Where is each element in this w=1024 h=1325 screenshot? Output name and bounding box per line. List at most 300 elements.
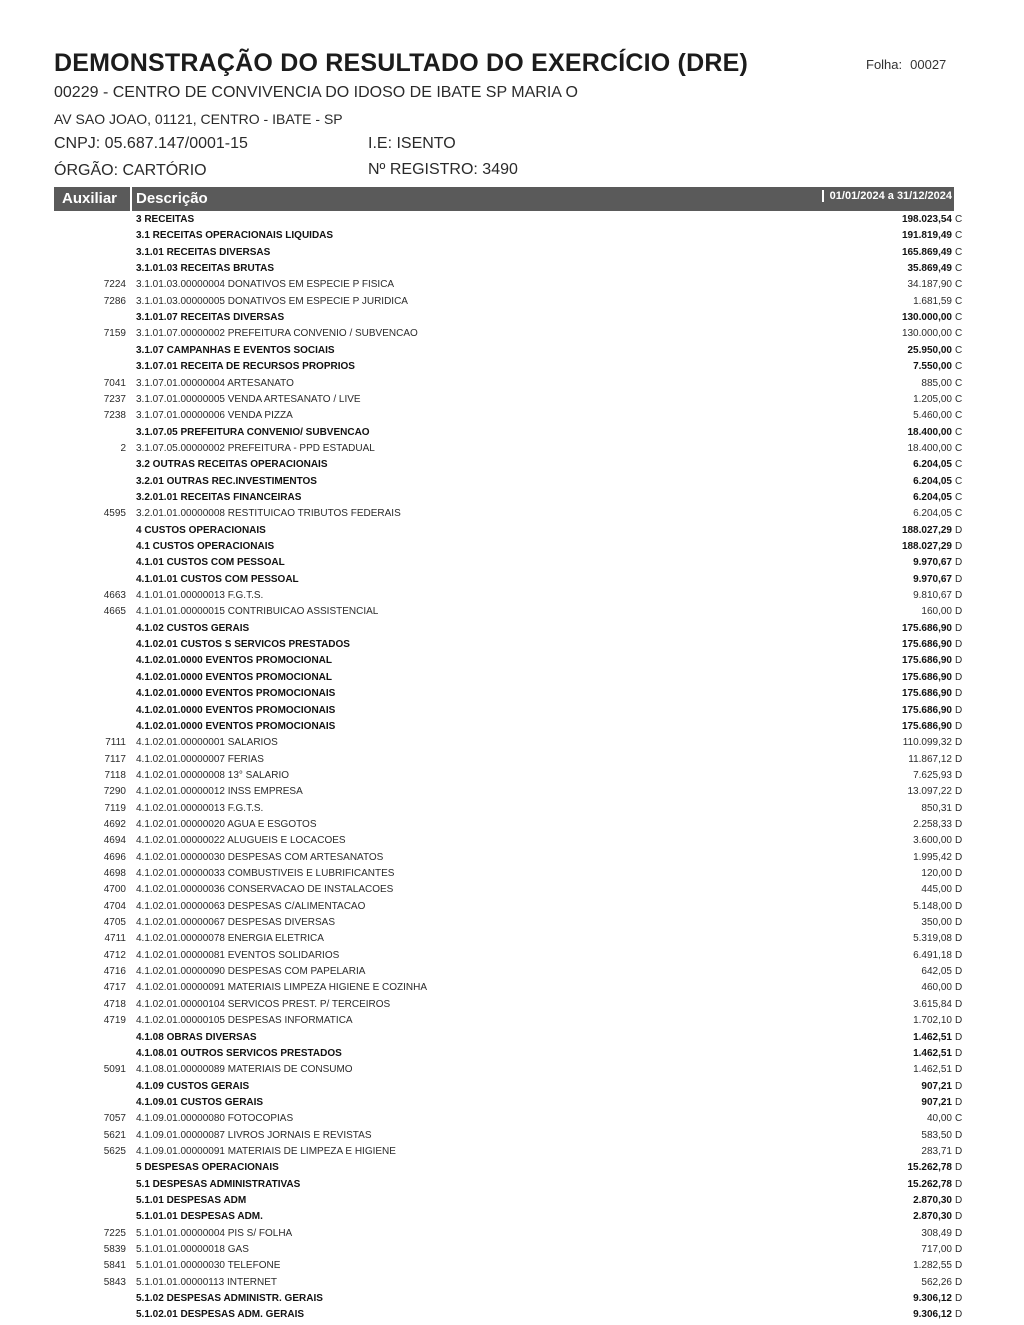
row-value: 460,00 [921,982,952,994]
table-row [0,931,1024,947]
row-auxiliar: 7041 [103,377,126,389]
table-row [0,523,1024,539]
table-row [0,1030,1024,1046]
row-value: 9.810,67 [913,590,952,602]
row-value: 6.491,18 [913,949,952,961]
row-description: 4.1.02.01.00000030 DESPESAS COM ARTESANATOS [136,851,384,863]
row-debit-credit: D [955,1260,963,1272]
row-debit-credit: C [955,442,963,454]
row-debit-credit: C [955,410,963,422]
sheet-label: Folha: [866,57,903,72]
row-description: 4.1.02.01.00000078 ENERGIA ELETRICA [136,933,324,945]
row-debit-credit: C [955,426,963,438]
row-description: 3.2.01.01.00000008 RESTITUICAO TRIBUTOS FEDERAIS [136,508,401,520]
row-debit-credit: C [955,279,963,291]
row-description: 3 RECEITAS [136,214,195,225]
table-row [0,310,1024,326]
row-debit-credit: D [955,818,963,830]
row-description: 3.1.07.05.00000002 PREFEITURA - PPD ESTADUAL [136,442,375,454]
sheet-number [866,57,946,72]
row-description: 4.1.02.01.00000104 SERVICOS PREST. P/ TERCEIROS [136,998,391,1010]
row-debit-credit: C [955,295,963,307]
table-row [0,850,1024,866]
table-row [0,1046,1024,1062]
row-debit-credit: D [955,1064,963,1076]
row-description: 4.1.01.01 CUSTOS COM PESSOAL [136,573,299,585]
row-description: 5.1.01.01.00000113 INTERNET [136,1276,278,1288]
table-row [0,899,1024,915]
row-value: 885,00 [921,377,952,389]
row-auxiliar: 4595 [103,508,126,520]
row-description: 3.1.07.05 PREFEITURA CONVENIO/ SUBVENCAO [136,426,370,438]
row-description: 5.1.01.01 DESPESAS ADM. [136,1211,263,1223]
row-value: 1.205,00 [913,393,952,405]
row-debit-credit: D [955,966,963,978]
row-debit-credit: C [955,508,963,520]
row-value: 165.869,49 [901,246,952,258]
row-auxiliar: 7057 [103,1113,126,1125]
table-row [0,1111,1024,1127]
table-row [0,408,1024,424]
row-value: 175.686,90 [901,622,952,634]
row-value: 25.950,00 [907,344,952,356]
row-auxiliar: 4665 [103,606,126,618]
row-value: 198.023,54 [901,214,952,225]
row-value: 308,49 [921,1227,952,1239]
row-auxiliar: 5621 [103,1129,126,1141]
row-debit-credit: C [955,263,963,275]
row-debit-credit: D [955,1309,963,1321]
row-value: 175.686,90 [901,704,952,716]
table-row [0,1291,1024,1307]
row-value: 6.204,05 [913,459,952,471]
row-auxiliar: 5839 [103,1244,126,1256]
row-debit-credit: D [955,900,963,912]
row-debit-credit: C [955,1113,963,1125]
row-debit-credit: D [955,541,963,552]
row-value: 18.400,00 [907,442,952,454]
row-description: 4.1.02.01 CUSTOS S SERVICOS PRESTADOS [136,639,350,651]
row-debit-credit: D [955,1244,963,1256]
row-debit-credit: C [955,328,963,340]
row-debit-credit: D [955,622,963,634]
table-row [0,1193,1024,1209]
entity-address: AV SAO JOAO, 01121, CENTRO - IBATE - SP [54,111,343,127]
row-debit-credit: D [955,835,963,847]
row-debit-credit: C [955,459,963,471]
row-description: 4.1.02.01.00000020 AGUA E ESGOTOS [136,818,317,830]
table-row [0,604,1024,620]
table-row [0,392,1024,408]
row-value: 110.099,32 [902,737,952,749]
table-row [0,948,1024,964]
table-row [0,425,1024,441]
row-auxiliar: 7225 [103,1227,126,1239]
row-description: 4.1.01 CUSTOS COM PESSOAL [136,557,285,569]
table-row [0,506,1024,522]
row-value: 9.306,12 [913,1293,952,1305]
cnpj: CNPJ: 05.687.147/0001-15 [54,135,248,152]
row-description: 4.1.02.01.00000091 MATERIAIS LIMPEZA HIGIENE E COZINHA [136,982,428,994]
row-auxiliar: 4718 [103,998,126,1010]
row-description: 4.1.02.01.00000090 DESPESAS COM PAPELARIA [136,966,366,978]
row-debit-credit: C [955,230,963,242]
row-auxiliar: 5843 [103,1276,126,1288]
row-description: 5.1.01.01.00000018 GAS [136,1244,249,1256]
table-row [0,882,1024,898]
column-divider [130,187,132,211]
row-debit-credit: D [955,1145,963,1157]
row-description: 4.1.02.01.00000033 COMBUSTIVEIS E LUBRIFICANTES [136,868,395,879]
row-debit-credit: D [955,1047,963,1059]
row-description: 5.1.01 DESPESAS ADM [136,1195,247,1206]
row-description: 4.1.02.01.0000 EVENTOS PROMOCIONAIS [136,704,336,716]
row-value: 188.027,29 [901,541,952,552]
table-row [0,1275,1024,1291]
row-value: 175.686,90 [901,671,952,683]
row-auxiliar: 5841 [103,1260,126,1272]
row-debit-credit: D [955,1195,963,1206]
table-row [0,490,1024,506]
row-value: 9.306,12 [913,1309,952,1321]
row-value: 850,31 [921,802,952,814]
row-debit-credit: D [955,688,963,700]
row-description: 3.1.01.03.00000005 DONATIVOS EM ESPECIE P JURIDICA [136,295,408,307]
row-auxiliar: 7111 [105,737,126,749]
table-row [0,228,1024,244]
table-row [0,801,1024,817]
table-row [0,245,1024,261]
row-value: 6.204,05 [913,508,952,520]
row-description: 3.1.01.07 RECEITAS DIVERSAS [136,312,285,324]
table-row [0,1079,1024,1095]
row-description: 4 CUSTOS OPERACIONAIS [136,524,266,536]
row-debit-credit: C [955,344,963,356]
row-description: 4.1.02.01.00000008 13° SALARIO [136,769,290,781]
row-debit-credit: C [955,214,963,225]
row-debit-credit: D [955,655,963,667]
table-row [0,294,1024,310]
row-description: 5.1.01.01.00000004 PIS S/ FOLHA [136,1227,293,1239]
row-auxiliar: 7117 [104,753,126,765]
row-auxiliar: 4704 [103,900,126,912]
row-description: 4.1.02.01.0000 EVENTOS PROMOCIONAIS [136,688,336,700]
row-value: 1.462,51 [913,1064,952,1076]
row-auxiliar: 5091 [103,1064,126,1076]
row-description: 3.1.01 RECEITAS DIVERSAS [136,246,271,258]
row-value: 642,05 [921,966,952,978]
row-debit-credit: C [955,312,963,324]
row-debit-credit: D [955,1227,963,1239]
row-auxiliar: 4694 [103,835,126,847]
row-value: 1.995,42 [913,851,952,863]
row-auxiliar: 4717 [103,982,126,994]
row-value: 15.262,78 [907,1178,952,1190]
table-row [0,376,1024,392]
row-value: 175.686,90 [901,688,952,700]
row-debit-credit: D [955,998,963,1010]
row-debit-credit: D [955,639,963,651]
table-row [0,1242,1024,1258]
row-debit-credit: D [955,1293,963,1305]
row-description: 4.1.02.01.00000036 CONSERVACAO DE INSTALACOES [136,884,394,896]
row-description: 3.1 RECEITAS OPERACIONAIS LIQUIDAS [136,230,334,242]
table-row [0,441,1024,457]
row-auxiliar: 4719 [103,1015,126,1027]
row-debit-credit: D [955,720,963,732]
table-row [0,686,1024,702]
row-value: 717,00 [921,1244,952,1256]
row-value: 350,00 [921,917,952,929]
row-value: 1.702,10 [913,1015,952,1027]
table-row [0,343,1024,359]
row-description: 3.1.07 CAMPANHAS E EVENTOS SOCIAIS [136,344,335,356]
row-description: 3.1.07.01 RECEITA DE RECURSOS PROPRIOS [136,361,355,373]
row-description: 4.1.09.01.00000080 FOTOCOPIAS [136,1113,294,1125]
row-debit-credit: D [955,737,963,749]
table-row [0,1209,1024,1225]
row-description: 4.1.02.01.00000007 FERIAS [136,753,264,765]
row-description: 4.1.02.01.00000001 SALARIOS [136,737,278,749]
row-value: 34.187,90 [907,279,952,291]
row-description: 5.1.02 DESPESAS ADMINISTR. GERAIS [136,1293,323,1305]
page-title: DEMONSTRAÇÃO DO RESULTADO DO EXERCÍCIO (DRE) [54,49,748,77]
row-value: 583,50 [921,1129,952,1141]
table-row [0,1062,1024,1078]
row-description: 4.1.02.01.00000063 DESPESAS C/ALIMENTACAO [136,900,366,912]
table-row [0,768,1024,784]
row-description: 4.1.01.01.00000015 CONTRIBUICAO ASSISTENCIAL [136,606,379,618]
row-debit-credit: D [955,786,963,798]
row-value: 445,00 [921,884,952,896]
row-auxiliar: 7290 [103,786,126,798]
row-value: 175.686,90 [901,720,952,732]
row-auxiliar: 4711 [104,933,126,945]
row-description: 4.1.02.01.0000 EVENTOS PROMOCIONAL [136,671,333,683]
column-header-auxiliar: Auxiliar [62,190,118,207]
row-description: 5 DESPESAS OPERACIONAIS [136,1162,279,1174]
row-value: 1.462,51 [913,1031,952,1043]
table-row [0,572,1024,588]
row-debit-credit: C [955,361,963,373]
row-description: 4.1.09 CUSTOS GERAIS [136,1080,250,1092]
row-debit-credit: D [955,933,963,945]
row-description: 4.1.02.01.00000081 EVENTOS SOLIDARIOS [136,949,340,961]
row-auxiliar: 4696 [103,851,126,863]
row-description: 4.1.09.01.00000091 MATERIAIS DE LIMPEZA E HIGIENE [136,1145,396,1157]
row-auxiliar: 4705 [103,917,126,929]
row-description: 4.1 CUSTOS OPERACIONAIS [136,541,275,552]
row-auxiliar: 7118 [104,769,126,781]
row-value: 13.097,22 [907,786,952,798]
table-row [0,474,1024,490]
row-description: 4.1.01.01.00000013 F.G.T.S. [136,590,264,602]
row-debit-credit: D [955,884,963,896]
row-auxiliar: 7119 [104,802,126,814]
row-value: 3.600,00 [913,835,952,847]
row-debit-credit: D [955,1276,963,1288]
row-auxiliar: 4712 [103,949,126,961]
row-debit-credit: D [955,1211,963,1223]
row-debit-credit: D [955,671,963,683]
table-row [0,1144,1024,1160]
row-description: 4.1.02.01.0000 EVENTOS PROMOCIONAL [136,655,333,667]
row-debit-credit: D [955,1162,963,1174]
table-row [0,1013,1024,1029]
row-value: 6.204,05 [913,475,952,487]
row-debit-credit: D [955,524,963,536]
table-row [0,637,1024,653]
row-description: 4.1.08.01 OUTROS SERVICOS PRESTADOS [136,1047,342,1059]
row-value: 907,21 [921,1096,952,1108]
column-header-period: 01/01/2024 a 31/12/2024 [822,190,952,202]
table-row [0,539,1024,555]
table-row [0,1128,1024,1144]
row-description: 4.1.02.01.00000022 ALUGUEIS E LOCACOES [136,835,346,847]
row-value: 9.970,67 [913,557,952,569]
table-row [0,980,1024,996]
row-description: 5.1 DESPESAS ADMINISTRATIVAS [136,1178,301,1190]
row-description: 3.1.07.01.00000005 VENDA ARTESANATO / LIVE [136,393,361,405]
row-debit-credit: D [955,917,963,929]
row-value: 2.258,33 [913,818,952,830]
row-description: 4.1.08 OBRAS DIVERSAS [136,1031,257,1043]
row-debit-credit: D [955,704,963,716]
row-value: 6.204,05 [913,491,952,503]
table-row [0,457,1024,473]
row-auxiliar: 7237 [103,393,126,405]
row-description: 4.1.02.01.00000013 F.G.T.S. [136,802,264,814]
table-row [0,752,1024,768]
row-debit-credit: C [955,491,963,503]
row-debit-credit: D [955,851,963,863]
table-row [0,621,1024,637]
row-description: 5.1.01.01.00000030 TELEFONE [136,1260,281,1272]
table-row [0,1258,1024,1274]
row-auxiliar: 2 [120,442,126,454]
row-value: 191.819,49 [901,230,952,242]
row-description: 4.1.02.01.00000105 DESPESAS INFORMATICA [136,1015,353,1027]
table-row [0,212,1024,228]
table-row [0,653,1024,669]
row-description: 3.1.07.01.00000004 ARTESANATO [136,377,294,389]
row-auxiliar: 4698 [103,868,126,879]
row-value: 11.867,12 [908,753,952,765]
row-description: 3.1.01.07.00000002 PREFEITURA CONVENIO / SUBVENCAO [136,328,418,340]
row-value: 5.319,08 [913,933,952,945]
row-debit-credit: D [955,949,963,961]
row-debit-credit: D [955,573,963,585]
organ: ÓRGÃO: CARTÓRIO [54,162,207,179]
row-debit-credit: D [955,1129,963,1141]
row-description: 4.1.09.01.00000087 LIVROS JORNAIS E REVISTAS [136,1129,372,1141]
row-description: 4.1.02 CUSTOS GERAIS [136,622,250,634]
row-value: 35.869,49 [907,263,952,275]
row-description: 4.1.08.01.00000089 MATERIAIS DE CONSUMO [136,1064,353,1076]
row-debit-credit: D [955,557,963,569]
table-row [0,1160,1024,1176]
table-row [0,964,1024,980]
table-row [0,1226,1024,1242]
registry-number: Nº REGISTRO: 3490 [368,161,518,178]
row-debit-credit: C [955,475,963,487]
row-value: 7.625,93 [913,769,952,781]
row-value: 3.615,84 [913,998,952,1010]
row-value: 18.400,00 [907,426,952,438]
row-debit-credit: D [955,1031,963,1043]
table-row [0,997,1024,1013]
row-debit-credit: D [955,606,963,618]
row-debit-credit: D [955,802,963,814]
row-description: 4.1.09.01 CUSTOS GERAIS [136,1096,264,1108]
row-description: 3.1.01.03.00000004 DONATIVOS EM ESPECIE P FISICA [136,279,395,291]
row-value: 120,00 [921,868,952,879]
row-value: 160,00 [921,606,952,618]
table-row [0,588,1024,604]
table-header [54,187,954,211]
row-description: 4.1.02.01.00000012 INSS EMPRESA [136,786,303,798]
entity-name: 00229 - CENTRO DE CONVIVENCIA DO IDOSO DE IBATE SP MARIA O [54,84,578,101]
table-row [0,735,1024,751]
table-row [0,555,1024,571]
table-row [0,359,1024,375]
table-row [0,670,1024,686]
row-debit-credit: C [955,246,963,258]
row-value: 5.148,00 [913,900,952,912]
column-header-descricao: Descrição [136,190,208,207]
row-auxiliar: 4700 [103,884,126,896]
row-auxiliar: 7238 [103,410,126,422]
row-description: 3.2 OUTRAS RECEITAS OPERACIONAIS [136,459,328,471]
table-row [0,784,1024,800]
row-value: 2.870,30 [913,1211,952,1223]
table-row [0,326,1024,342]
row-debit-credit: D [955,1080,963,1092]
row-auxiliar: 4716 [103,966,126,978]
row-auxiliar: 5625 [103,1145,126,1157]
row-value: 9.970,67 [913,573,952,585]
row-auxiliar: 4663 [103,590,126,602]
row-value: 15.262,78 [907,1162,952,1174]
row-value: 907,21 [921,1080,952,1092]
row-debit-credit: D [955,590,963,602]
table-row [0,915,1024,931]
row-value: 175.686,90 [901,639,952,651]
table-row [0,1307,1024,1323]
row-description: 3.1.01.03 RECEITAS BRUTAS [136,263,275,275]
row-auxiliar: 7224 [103,279,126,291]
row-auxiliar: 7159 [103,328,126,340]
row-debit-credit: D [955,982,963,994]
row-value: 40,00 [926,1113,952,1125]
row-description: 3.1.07.01.00000006 VENDA PIZZA [136,410,293,422]
row-value: 283,71 [921,1145,952,1157]
row-debit-credit: D [955,1178,963,1190]
row-description: 3.2.01.01 RECEITAS FINANCEIRAS [136,491,302,503]
row-debit-credit: D [955,1015,963,1027]
row-value: 5.460,00 [913,410,952,422]
row-value: 562,26 [921,1276,952,1288]
row-description: 4.1.02.01.00000067 DESPESAS DIVERSAS [136,917,336,929]
row-value: 7.550,00 [913,361,952,373]
row-auxiliar: 4692 [103,818,126,830]
row-description: 4.1.02.01.0000 EVENTOS PROMOCIONAIS [136,720,336,732]
row-auxiliar: 7286 [103,295,126,307]
row-debit-credit: D [955,769,963,781]
table-row [0,817,1024,833]
row-debit-credit: D [955,753,963,765]
row-value: 1.462,51 [913,1047,952,1059]
